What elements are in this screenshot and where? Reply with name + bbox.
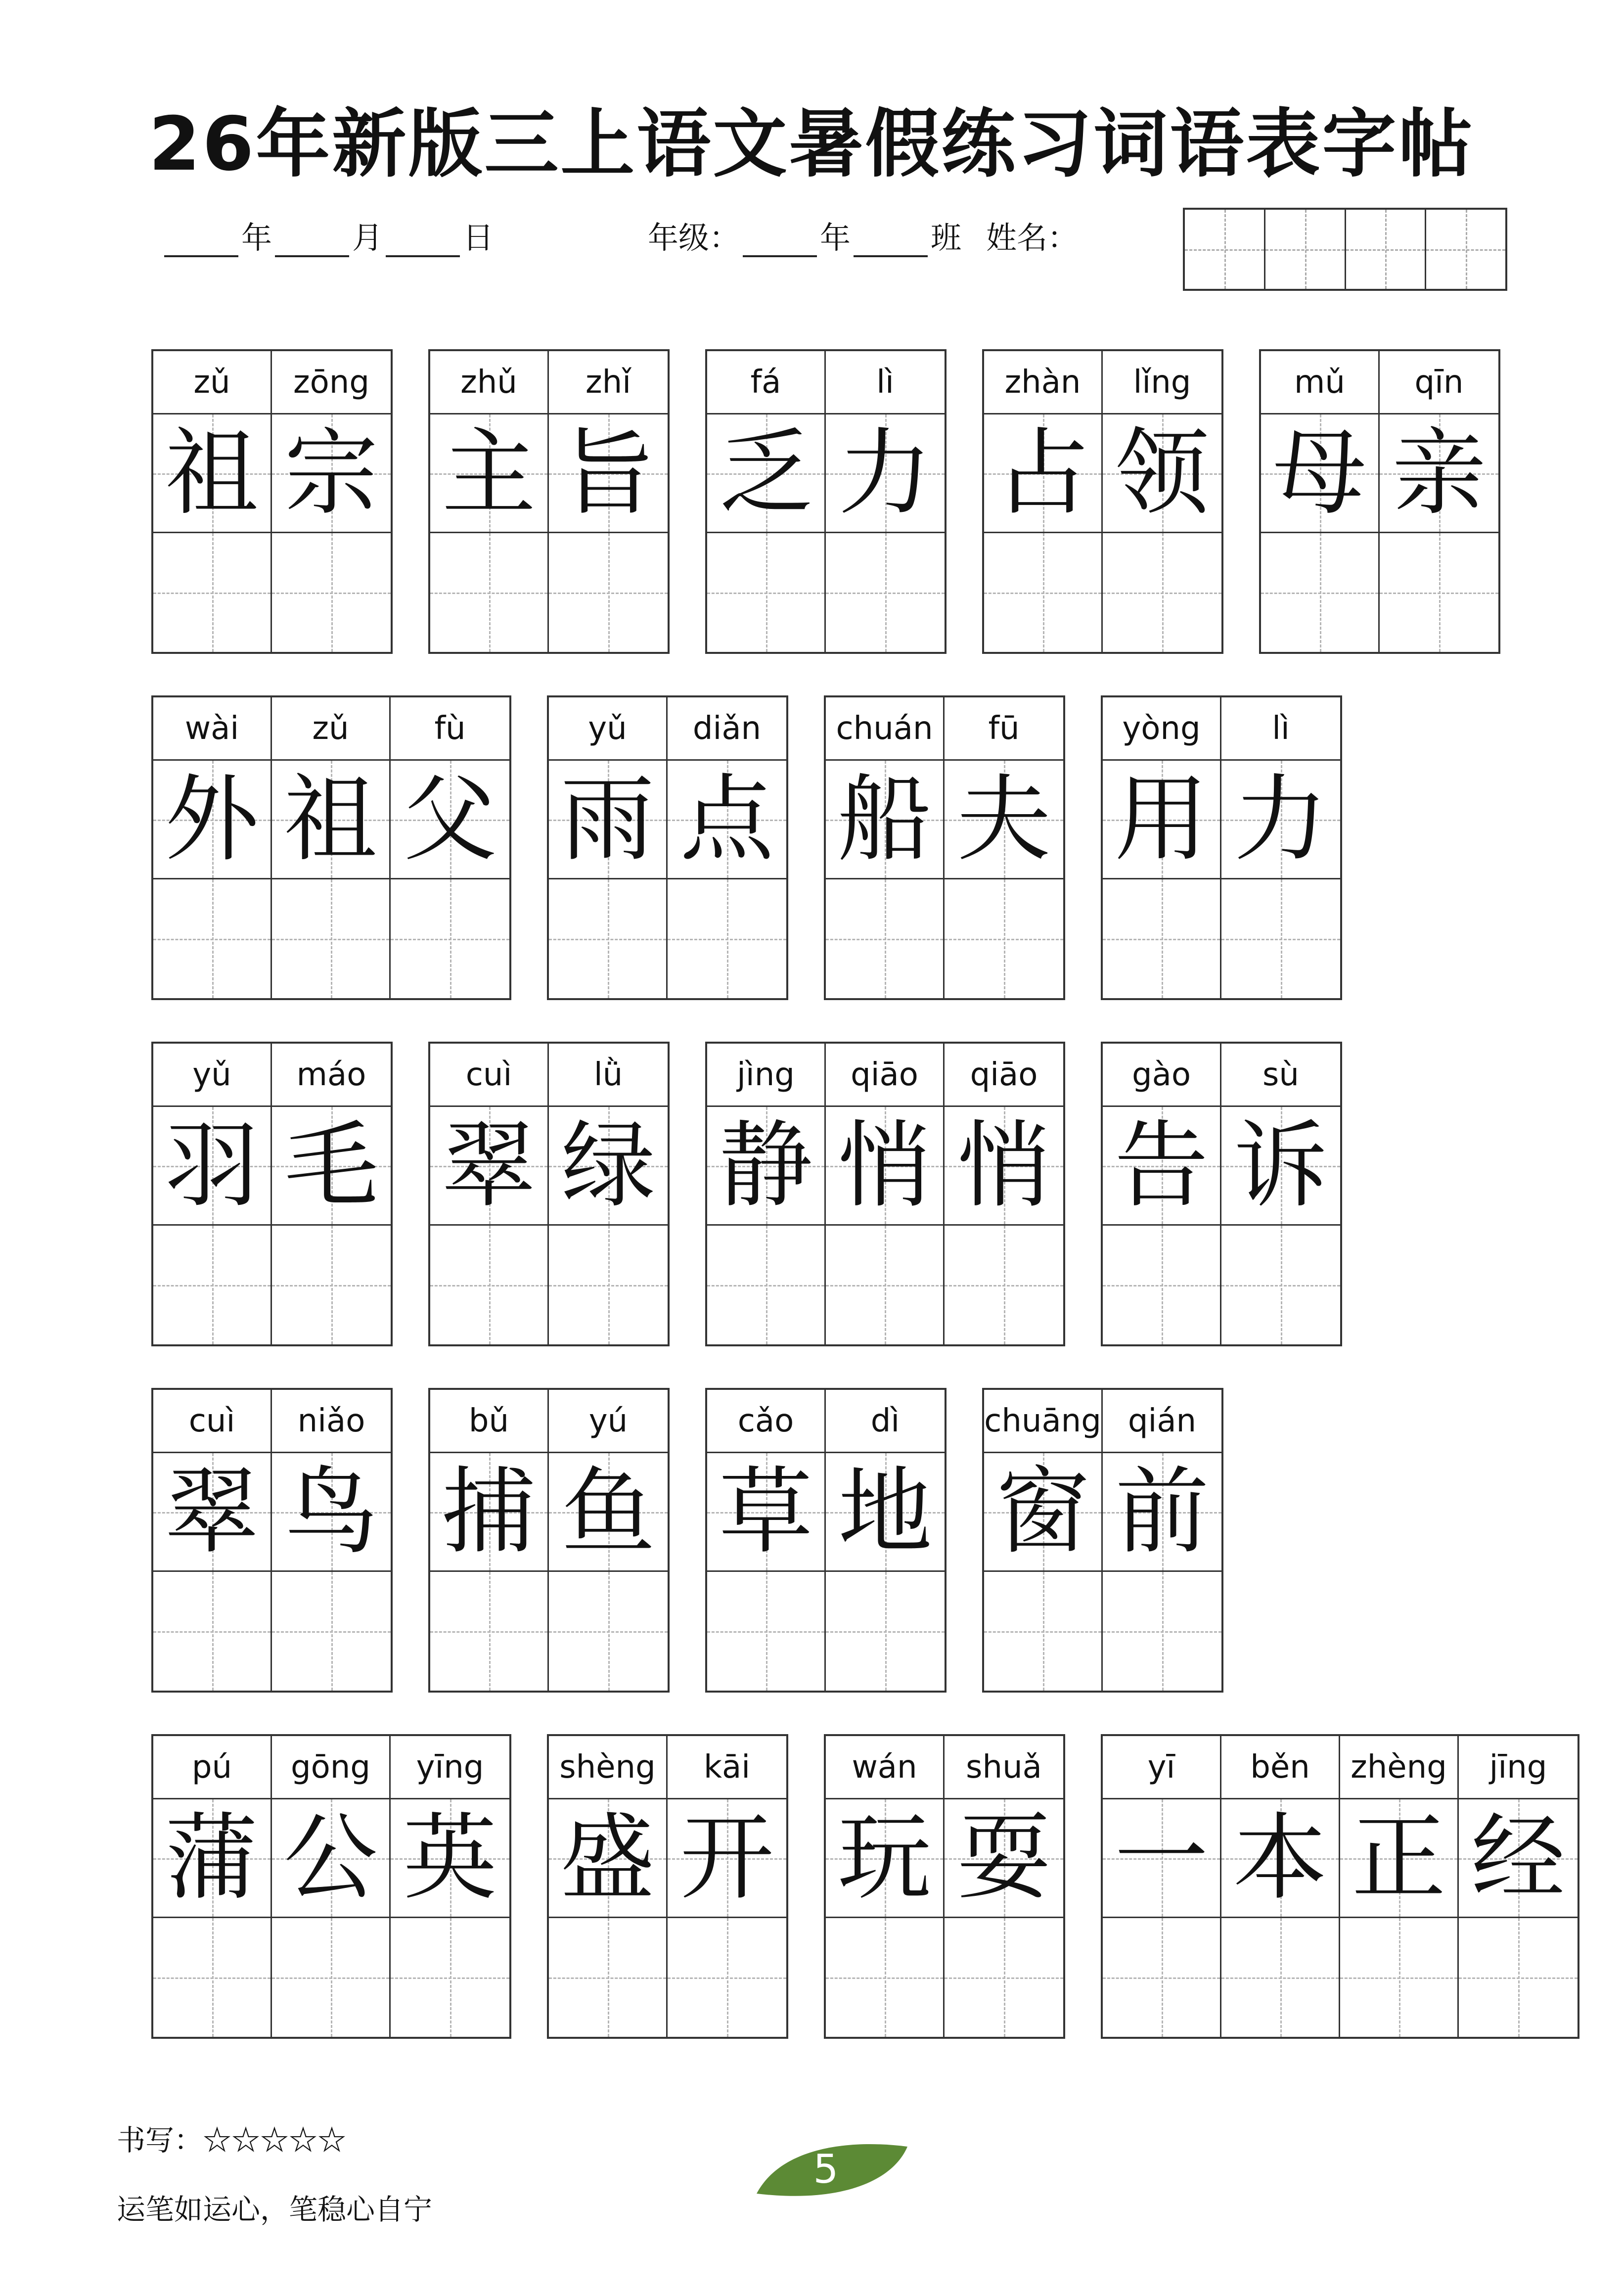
char-column [945,1736,1063,2037]
pinyin-label: sù [1221,1044,1340,1107]
practice-cell[interactable] [272,533,391,652]
char-column [1340,1736,1459,2037]
model-char-cell [1459,1799,1578,1918]
hanzi-char: 翠 [165,1457,259,1566]
word-group [428,1042,670,1346]
pinyin-label: gào [1103,1044,1220,1107]
practice-cell[interactable] [272,1918,389,2037]
char-column [430,1390,549,1691]
char-column [826,1044,945,1344]
practice-cell[interactable] [826,1226,943,1344]
practice-cell[interactable] [1221,1918,1339,2037]
pinyin-label: fá [707,351,824,414]
hanzi-char: 英 [403,1803,497,1913]
pinyin-label: běn [1221,1736,1339,1799]
hanzi-char: 草 [719,1457,813,1566]
practice-cell[interactable] [707,1572,824,1691]
char-column [707,1044,826,1344]
hanzi-char: 鸟 [284,1457,378,1566]
day-label: 日 [463,220,494,256]
pinyin-label: chuāng [984,1390,1101,1453]
class-unit: 班 [931,220,962,256]
practice-cell[interactable] [549,1572,668,1691]
char-column [1221,697,1340,998]
model-char-cell [668,761,786,879]
hanzi-char: 乏 [719,418,813,528]
hanzi-char: 主 [442,418,536,528]
pinyin-label: wài [153,697,270,761]
char-column [984,1390,1103,1691]
pinyin-label: cǎo [707,1390,824,1453]
hanzi-char: 公 [283,1803,378,1913]
char-column [1221,1044,1340,1344]
pinyin-label: fù [391,697,509,761]
practice-cell[interactable] [549,1226,668,1344]
model-char-cell [826,1453,945,1572]
word-group [705,1042,1065,1346]
word-group [982,1388,1223,1693]
pinyin-label: zǔ [153,351,270,414]
model-char-cell [1103,1799,1220,1918]
char-column [707,1390,826,1691]
practice-cell[interactable] [391,1918,509,2037]
model-char-cell [1103,414,1221,533]
page-title: 26年新版三上语文暑假练习词语表字帖 [148,101,1475,187]
char-column [272,697,391,998]
pinyin-label: zǔ [272,697,389,761]
pinyin-label: gōng [272,1736,389,1799]
hanzi-char: 夫 [956,764,1051,874]
model-char-cell [272,414,391,533]
word-group [428,1388,670,1693]
model-char-cell [945,761,1063,879]
practice-cell[interactable] [1103,1918,1220,2037]
practice-cell[interactable] [549,533,668,652]
char-column [1103,1044,1221,1344]
char-column [549,1044,668,1344]
model-char-cell [668,1799,786,1918]
char-column [826,1736,945,2037]
model-char-cell [153,1107,270,1226]
hanzi-char: 用 [1114,764,1209,874]
practice-cell[interactable] [153,1572,270,1691]
hanzi-char: 捕 [442,1457,536,1566]
model-char-cell [1103,761,1220,879]
pinyin-label: wán [826,1736,943,1799]
grade-label: 年级： [648,220,740,256]
hanzi-char: 毛 [284,1110,378,1220]
word-group [428,349,670,654]
char-column [153,351,272,652]
practice-cell[interactable] [272,1572,391,1691]
hanzi-char: 一 [1114,1803,1209,1913]
model-char-cell [549,1107,668,1226]
model-char-cell [826,1799,943,1918]
model-char-cell [272,761,389,879]
model-char-cell [153,1453,270,1572]
hanzi-char: 盛 [560,1803,655,1913]
char-column [826,697,945,998]
char-column [1103,351,1221,652]
practice-cell[interactable] [153,533,270,652]
pinyin-label: cuì [153,1390,270,1453]
pinyin-label: yǔ [549,697,666,761]
hanzi-char: 开 [679,1803,774,1913]
char-column [153,1736,272,2037]
practice-cell[interactable] [826,879,943,998]
pinyin-label: lǜ [549,1044,668,1107]
char-column [549,351,668,652]
practice-cell[interactable] [430,533,547,652]
month-label: 月 [352,220,383,256]
practice-cell[interactable] [430,1226,547,1344]
char-column [945,697,1063,998]
char-column [1261,351,1380,652]
practice-cell[interactable] [668,1918,786,2037]
pinyin-label: jìng [707,1044,824,1107]
word-group [1101,1042,1342,1346]
pinyin-label: jīng [1459,1736,1578,1799]
word-group [705,1388,947,1693]
practice-cell[interactable] [668,879,786,998]
model-char-cell [1380,414,1498,533]
practice-cell[interactable] [1380,533,1498,652]
model-char-cell [430,1453,547,1572]
word-group [982,349,1223,654]
grade-blank[interactable] [743,226,817,257]
word-group [1101,695,1342,1000]
model-char-cell [1103,1107,1220,1226]
pinyin-label: lì [1221,697,1340,761]
char-column [549,1390,668,1691]
model-char-cell [153,1799,270,1918]
pinyin-label: fū [945,697,1063,761]
char-column [945,1044,1063,1344]
hanzi-char: 羽 [165,1110,259,1220]
pinyin-label: mǔ [1261,351,1378,414]
practice-cell[interactable] [1221,1226,1340,1344]
practice-cell[interactable] [430,1572,547,1691]
model-char-cell [391,761,509,879]
practice-cell[interactable] [549,1918,666,2037]
char-column [549,1736,668,2037]
model-char-cell [430,414,547,533]
practice-cell[interactable] [549,879,666,998]
word-group [151,1042,393,1346]
practice-cell[interactable] [984,1572,1101,1691]
practice-cell[interactable] [984,533,1101,652]
hanzi-char: 静 [719,1110,813,1220]
hanzi-char: 地 [838,1457,932,1566]
practice-cell[interactable] [272,879,389,998]
month-blank[interactable] [275,226,349,257]
char-column [668,697,786,998]
practice-cell[interactable] [707,1226,824,1344]
char-column [153,1044,272,1344]
hanzi-char: 母 [1272,418,1367,528]
practice-cell[interactable] [945,1918,1063,2037]
model-char-cell [945,1799,1063,1918]
word-group [151,349,393,654]
pinyin-label: shuǎ [945,1736,1063,1799]
char-column [153,1390,272,1691]
model-char-cell [1221,761,1340,879]
practice-cell[interactable] [153,1226,270,1344]
word-group [824,695,1065,1000]
char-column [430,351,549,652]
practice-cell[interactable] [1103,533,1221,652]
char-column [1459,1736,1578,2037]
pinyin-label: shèng [549,1736,666,1799]
pinyin-label: zōng [272,351,391,414]
pinyin-label: dì [826,1390,945,1453]
name-label: 姓名： [986,220,1079,256]
word-group [824,1734,1065,2039]
class-line [648,218,1078,257]
practice-cell[interactable] [1103,1226,1220,1344]
hanzi-char: 亲 [1392,418,1486,528]
model-char-cell [1340,1799,1457,1918]
practice-cell[interactable] [1459,1918,1578,2037]
char-column [272,1736,391,2037]
model-char-cell [272,1453,391,1572]
hanzi-char: 宗 [284,418,378,528]
pinyin-label: chuán [826,697,943,761]
name-cell[interactable] [1346,210,1427,289]
pinyin-label: zhèng [1340,1736,1457,1799]
pinyin-label: qīn [1380,351,1498,414]
name-cell[interactable] [1185,210,1265,289]
practice-cell[interactable] [1261,533,1378,652]
pinyin-label: qiāo [945,1044,1063,1107]
hanzi-char: 绿 [561,1110,655,1220]
name-box[interactable] [1183,208,1507,291]
char-column [430,1044,549,1344]
practice-cell[interactable] [826,533,945,652]
char-column [391,697,509,998]
pinyin-label: qián [1103,1390,1221,1453]
model-char-cell [272,1107,391,1226]
practice-cell[interactable] [945,1226,1063,1344]
char-column [272,351,391,652]
pinyin-label: cuì [430,1044,547,1107]
word-group [547,695,788,1000]
practice-cell[interactable] [153,1918,270,2037]
char-column [549,697,668,998]
practice-cell[interactable] [153,879,270,998]
pinyin-label: yī [1103,1736,1220,1799]
pinyin-label: niǎo [272,1390,391,1453]
pinyin-label: lǐng [1103,351,1221,414]
hanzi-char: 玩 [837,1803,932,1913]
class-blank[interactable] [854,226,928,257]
char-column [1103,1736,1221,2037]
word-group [547,1734,788,2039]
hanzi-char: 父 [403,764,497,874]
hanzi-char: 祖 [283,764,378,874]
practice-cell[interactable] [945,879,1063,998]
hanzi-char: 耍 [956,1803,1051,1913]
hanzi-char: 雨 [560,764,655,874]
date-line [161,218,494,257]
name-cell[interactable] [1265,210,1346,289]
practice-cell[interactable] [1340,1918,1457,2037]
char-column [391,1736,509,2037]
page-number: 5 [813,2146,839,2192]
motto: 运笔如运心，笔稳心自宁 [117,2193,433,2226]
model-char-cell [153,761,270,879]
model-char-cell [984,414,1101,533]
char-column [1221,1736,1340,2037]
practice-cell[interactable] [1221,879,1340,998]
word-group [1101,1734,1579,2039]
hanzi-char: 经 [1471,1803,1565,1913]
model-char-cell [272,1799,389,1918]
practice-cell[interactable] [1103,1572,1221,1691]
model-char-cell [826,1107,943,1226]
word-group [1259,349,1500,654]
model-char-cell [153,414,270,533]
hanzi-char: 力 [838,418,932,528]
hanzi-char: 祖 [165,418,259,528]
char-column [272,1044,391,1344]
model-char-cell [430,1107,547,1226]
hanzi-char: 窗 [995,1457,1090,1566]
day-blank[interactable] [386,226,460,257]
word-group [705,349,947,654]
hanzi-char: 力 [1233,764,1328,874]
practice-cell[interactable] [391,879,509,998]
model-char-cell [1261,414,1378,533]
pinyin-label: pú [153,1736,270,1799]
year-blank[interactable] [164,226,238,257]
pinyin-label: diǎn [668,697,786,761]
hanzi-char: 点 [679,764,774,874]
hanzi-char: 正 [1352,1803,1446,1913]
char-column [668,1736,786,2037]
hanzi-char: 鱼 [561,1457,655,1566]
hanzi-char: 外 [165,764,259,874]
hanzi-char: 船 [837,764,932,874]
practice-cell[interactable] [826,1918,943,2037]
model-char-cell [549,1453,668,1572]
hanzi-char: 本 [1233,1803,1327,1913]
char-column [984,351,1103,652]
model-char-cell [549,414,668,533]
hanzi-char: 翠 [442,1110,536,1220]
word-group [151,1734,511,2039]
char-column [1380,351,1498,652]
hanzi-char: 占 [995,418,1090,528]
pinyin-label: zhàn [984,351,1101,414]
model-char-cell [549,1799,666,1918]
model-char-cell [1103,1453,1221,1572]
char-column [1103,1390,1221,1691]
char-column [707,351,826,652]
pinyin-label: yīng [391,1736,509,1799]
char-column [826,351,945,652]
pinyin-label: lì [826,351,945,414]
practice-cell[interactable] [707,533,824,652]
practice-cell[interactable] [1103,879,1220,998]
practice-cell[interactable] [826,1572,945,1691]
pinyin-label: kāi [668,1736,786,1799]
pinyin-label: bǔ [430,1390,547,1453]
practice-cell[interactable] [272,1226,391,1344]
hanzi-char: 旨 [561,418,655,528]
model-char-cell [707,1107,824,1226]
pinyin-label: qiāo [826,1044,943,1107]
hanzi-char: 悄 [956,1110,1051,1220]
hanzi-char: 前 [1115,1457,1209,1566]
pinyin-label: máo [272,1044,391,1107]
model-char-cell [1221,1799,1339,1918]
model-char-cell [707,414,824,533]
model-char-cell [549,761,666,879]
word-group [151,1388,393,1693]
hanzi-char: 悄 [837,1110,932,1220]
char-column [1103,697,1221,998]
model-char-cell [391,1799,509,1918]
char-column [826,1390,945,1691]
hanzi-char: 告 [1114,1110,1209,1220]
hanzi-char: 诉 [1233,1110,1328,1220]
model-char-cell [707,1453,824,1572]
hanzi-char: 领 [1115,418,1209,528]
hanzi-char: 蒲 [165,1803,259,1913]
name-cell[interactable] [1426,210,1505,289]
pinyin-label: yǔ [153,1044,270,1107]
pinyin-label: yòng [1103,697,1220,761]
char-column [272,1390,391,1691]
pinyin-label: zhǐ [549,351,668,414]
word-group [151,695,511,1000]
pinyin-label: zhǔ [430,351,547,414]
pinyin-label: yú [549,1390,668,1453]
writing-rating: 书写：☆☆☆☆☆ [117,2123,347,2157]
model-char-cell [984,1453,1101,1572]
model-char-cell [1221,1107,1340,1226]
grade-unit: 年 [820,220,851,256]
model-char-cell [826,414,945,533]
model-char-cell [945,1107,1063,1226]
model-char-cell [826,761,943,879]
char-column [153,697,272,998]
year-label: 年 [241,220,272,256]
